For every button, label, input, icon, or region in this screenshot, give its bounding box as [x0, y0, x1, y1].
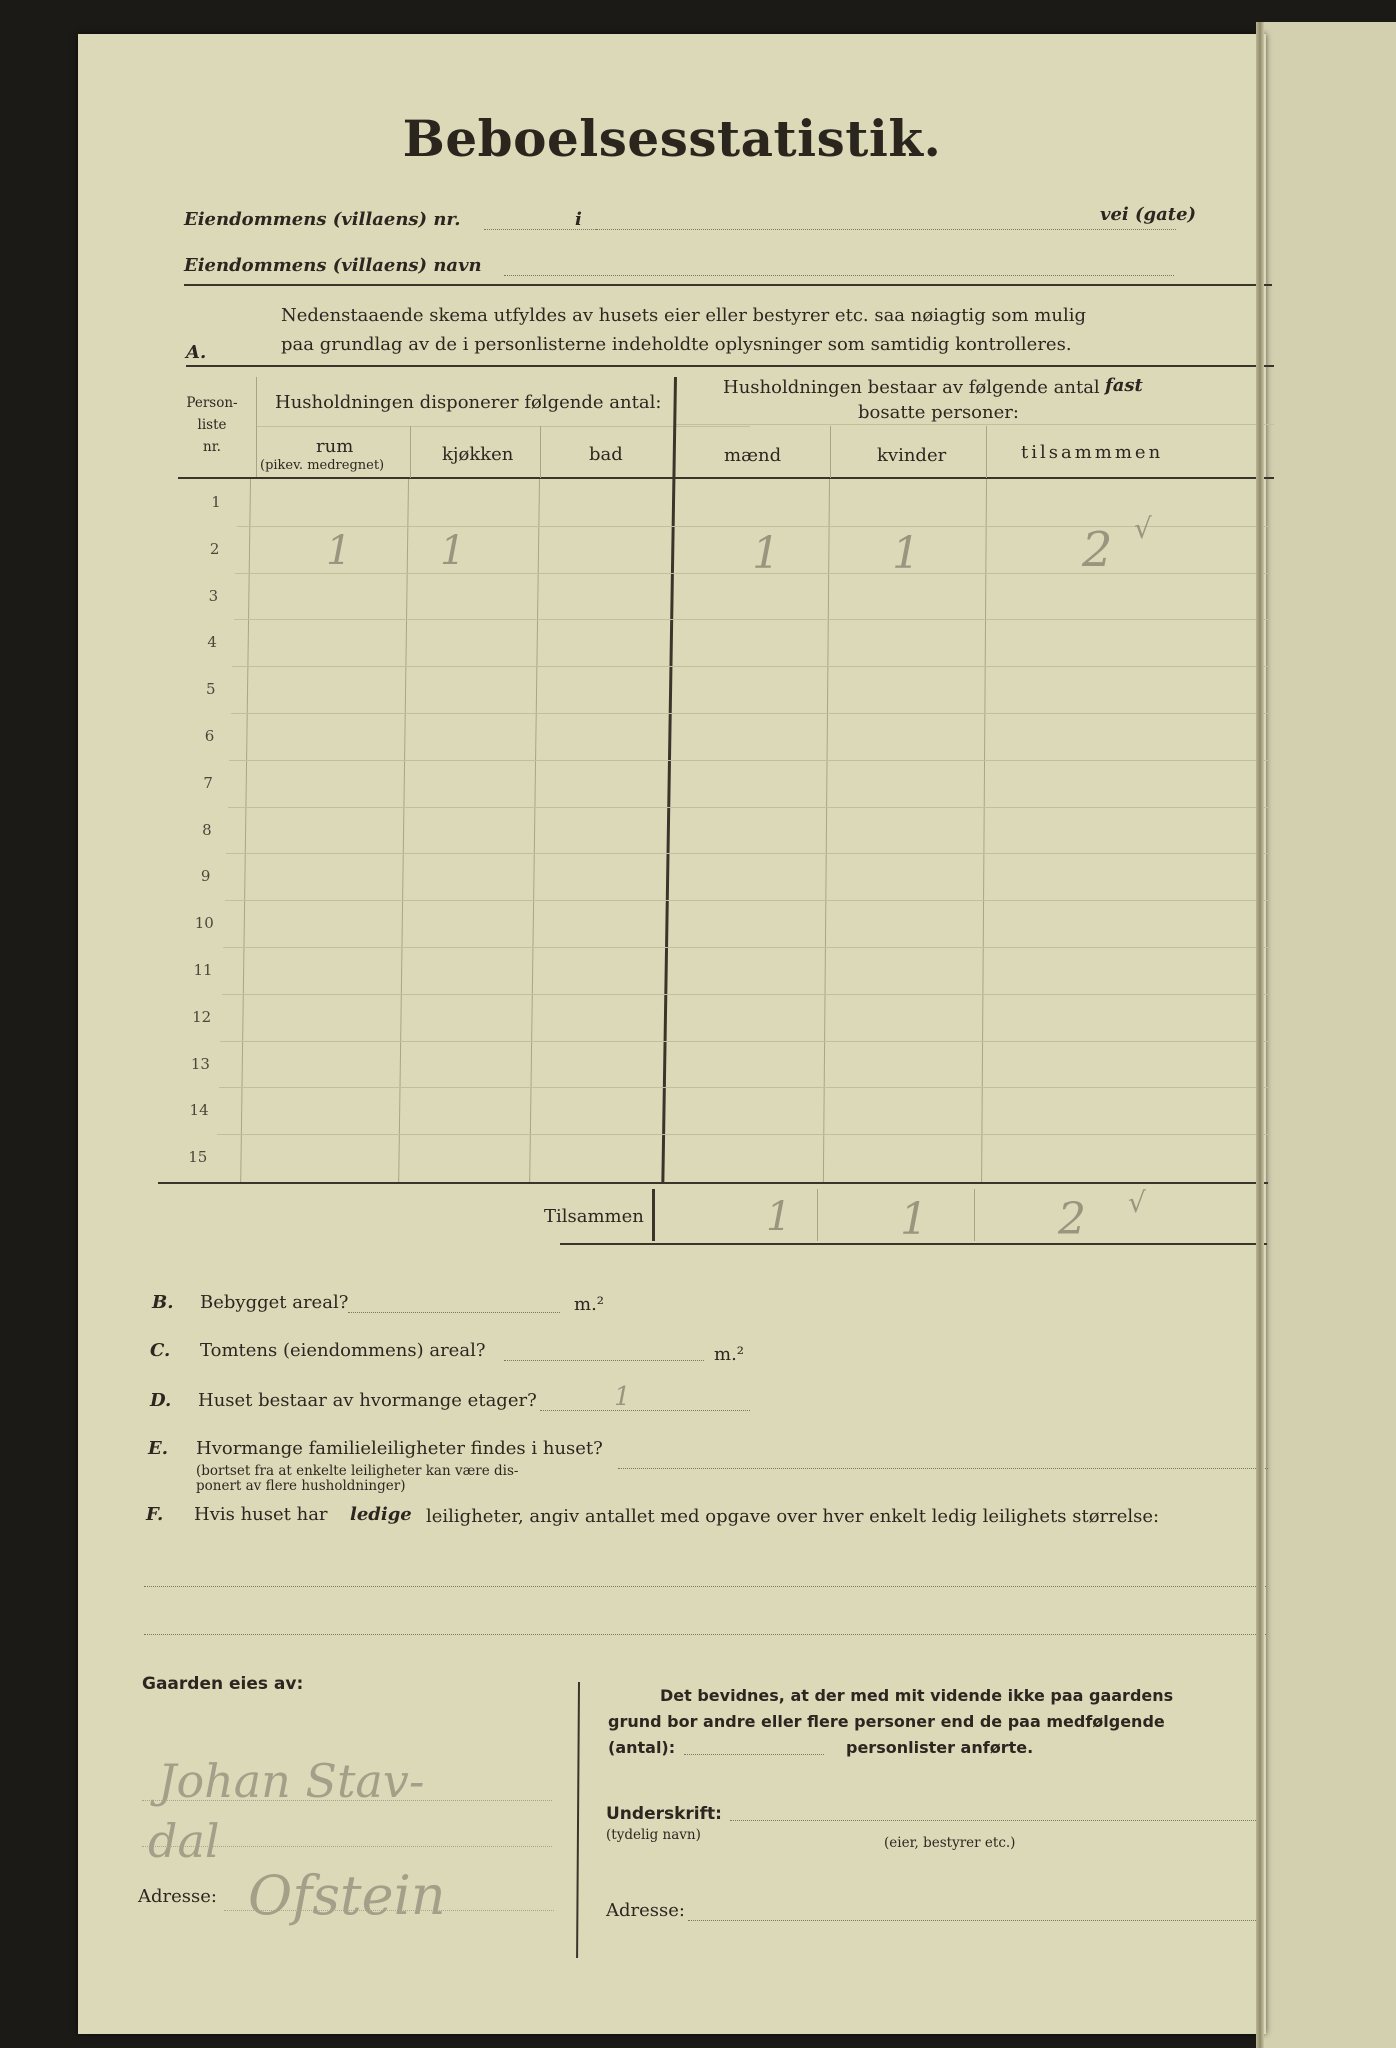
question-d-text: Huset bestaar av hvormange etager?	[198, 1390, 537, 1411]
row-separator	[237, 526, 1269, 527]
total-vline	[817, 1189, 818, 1241]
street-label: vei (gate)	[1100, 204, 1197, 225]
row-separator	[222, 994, 1269, 995]
certify-line-2: grund bor andre eller flere personer end de paa medfølgende	[608, 1712, 1165, 1731]
header-vline	[986, 426, 987, 478]
hw-row2-rum[interactable]: 1	[326, 528, 352, 574]
question-f-field-1[interactable]	[144, 1586, 1266, 1587]
footer-divider	[576, 1682, 580, 1958]
col-rum: rum	[316, 436, 354, 457]
row-number: 1	[211, 493, 221, 511]
in-label: i	[575, 209, 582, 230]
row-number: 9	[200, 867, 211, 886]
body-vline	[981, 479, 987, 1182]
signature-note-right: (eier, bestyrer etc.)	[884, 1835, 1016, 1851]
total-vline	[974, 1189, 975, 1241]
street-field[interactable]	[596, 229, 1176, 230]
col-maend: mænd	[724, 445, 782, 466]
header-vline	[830, 426, 831, 478]
row-separator	[225, 900, 1269, 901]
property-name-label: Eiendommens (villaens) navn	[184, 255, 482, 276]
row-number: 2	[209, 539, 220, 558]
row-separator	[223, 947, 1268, 948]
row-separator	[229, 760, 1268, 761]
signature-note-left: (tydelig navn)	[606, 1827, 701, 1843]
table-top-rule	[178, 477, 1274, 479]
question-e-note-2: ponert av flere husholdninger)	[196, 1478, 406, 1494]
question-c-field[interactable]	[504, 1360, 704, 1361]
checkmark-icon: √	[1128, 1186, 1146, 1219]
row-separator	[217, 1134, 1268, 1135]
question-c-letter: C.	[150, 1340, 171, 1361]
page-binding	[1256, 22, 1264, 2048]
group2-header-a: Husholdningen bestaar av følgende antal	[723, 377, 1100, 398]
question-c-unit: m.²	[714, 1344, 745, 1365]
question-e-note-1: (bortset fra at enkelte leiligheter kan være dis-	[196, 1463, 519, 1479]
row-number: 6	[204, 727, 215, 745]
row-separator	[220, 1041, 1268, 1042]
row-separator	[228, 807, 1269, 808]
header-rule	[184, 284, 1272, 286]
adjacent-page	[1262, 22, 1396, 2048]
row-number: 14	[189, 1101, 209, 1120]
hw-question-d[interactable]: 1	[614, 1382, 631, 1412]
question-f-text-c: leiligheter, angiv antallet med opgave over hver enkelt ledig leilighets størrelse:	[426, 1506, 1160, 1527]
col-rum-note: (pikev. medregnet)	[260, 458, 385, 473]
certify-line-1: Det bevidnes, at der med mit vidende ikke paa gaardens	[660, 1686, 1174, 1705]
question-c-text: Tomtens (eiendommens) areal?	[200, 1340, 486, 1361]
address-field-left[interactable]	[224, 1910, 554, 1911]
section-a-instructions-2: paa grundlag av de i personlisterne indeholdte oplysninger som samtidig kontrolleres.	[281, 334, 1072, 355]
hw-owner-2[interactable]: dal	[148, 1814, 220, 1868]
question-f-text-b: ledige	[350, 1504, 412, 1525]
col-kjokken: kjøkken	[442, 444, 514, 465]
row-number: 4	[207, 633, 217, 652]
group2-header-b: fast	[1105, 375, 1143, 396]
row-separator	[219, 1087, 1269, 1088]
hw-row2-tilsammen[interactable]: 2	[1082, 522, 1113, 578]
question-b-unit: m.²	[574, 1294, 605, 1315]
hw-address-left[interactable]: Ofstein	[248, 1864, 446, 1927]
hw-total-kvinder[interactable]: 1	[900, 1194, 928, 1245]
question-b-field[interactable]	[348, 1312, 560, 1313]
row-number: 11	[193, 961, 213, 979]
question-d-letter: D.	[150, 1390, 172, 1411]
table-bottom-rule	[158, 1182, 1268, 1184]
question-e-letter: E.	[148, 1438, 168, 1459]
row-number: 13	[190, 1054, 210, 1073]
col-person-line1: Person-	[186, 395, 238, 411]
col-person-line3: nr.	[203, 439, 221, 455]
body-vline	[823, 479, 830, 1182]
question-d-field[interactable]	[540, 1410, 750, 1411]
hw-owner-1[interactable]: Johan Stav-	[158, 1754, 425, 1808]
col-kvinder: kvinder	[877, 445, 947, 466]
total-label: Tilsammen	[544, 1206, 644, 1227]
header-vline	[256, 377, 257, 477]
question-f-text-a: Hvis huset har	[194, 1504, 328, 1525]
property-name-field[interactable]	[504, 275, 1174, 276]
page-title: Beboelsesstatistik.	[402, 109, 942, 168]
row-separator	[226, 853, 1268, 854]
col-bad: bad	[589, 444, 623, 465]
row-number: 3	[208, 586, 219, 605]
section-a-rule	[186, 365, 1274, 367]
header-vline	[410, 426, 411, 478]
hw-total-maend[interactable]: 1	[766, 1194, 792, 1240]
hw-row2-kvinder[interactable]: 1	[892, 528, 920, 579]
row-number: 15	[188, 1148, 208, 1167]
owner-field-2[interactable]	[142, 1846, 552, 1847]
body-vline	[398, 479, 409, 1182]
body-vline	[529, 479, 540, 1182]
table-center-divider	[661, 377, 677, 1182]
row-separator	[232, 666, 1268, 667]
col-tilsammen: tilsammmen	[1021, 442, 1164, 463]
address-label-left: Adresse:	[138, 1886, 217, 1907]
question-e-text: Hvormange familieleiligheter findes i huset?	[196, 1438, 603, 1459]
certify-line-3: personlister anførte.	[846, 1738, 1034, 1757]
certify-antal-field[interactable]	[684, 1754, 824, 1755]
hw-row2-maend[interactable]: 1	[752, 528, 780, 579]
question-e-field[interactable]	[618, 1468, 1268, 1469]
group2-divider	[676, 424, 1274, 425]
row-number: 12	[192, 1007, 212, 1026]
property-nr-label: Eiendommens (villaens) nr.	[184, 209, 461, 230]
question-b-text: Bebygget areal?	[200, 1292, 349, 1313]
body-vline	[240, 479, 251, 1182]
col-person-line2: liste	[197, 417, 227, 433]
address-field-right[interactable]	[688, 1920, 1262, 1921]
question-f-field-2[interactable]	[144, 1634, 1266, 1635]
row-number: 10	[194, 914, 214, 933]
owner-field-1[interactable]	[142, 1800, 552, 1801]
row-number: 8	[202, 820, 212, 839]
owner-label: Gaarden eies av:	[142, 1674, 304, 1694]
hw-row2-kjokken[interactable]: 1	[440, 528, 466, 574]
question-f-letter: F.	[146, 1504, 164, 1525]
row-separator	[234, 619, 1269, 620]
question-b-letter: B.	[152, 1292, 174, 1313]
certify-antal-label: (antal):	[608, 1738, 676, 1757]
section-a-letter: A.	[186, 342, 207, 363]
header-vline	[540, 426, 541, 478]
signature-field[interactable]	[730, 1820, 1260, 1821]
address-label-right: Adresse:	[606, 1900, 685, 1921]
section-a-instructions-1: Nedenstaaende skema utfyldes av husets eier eller bestyrer etc. saa nøiagtig som mulig	[281, 305, 1086, 326]
row-number: 7	[203, 773, 213, 792]
row-number: 5	[206, 680, 216, 699]
total-vline	[652, 1189, 655, 1241]
group1-header: Husholdningen disponerer følgende antal:	[275, 392, 662, 413]
hw-total-tilsammen[interactable]: 2	[1058, 1194, 1086, 1245]
group2-header-2: bosatte personer:	[858, 402, 1019, 423]
signature-label: Underskrift:	[606, 1804, 722, 1824]
checkmark-icon: √	[1134, 512, 1152, 545]
form-page	[78, 34, 1266, 2034]
row-separator	[231, 713, 1269, 714]
